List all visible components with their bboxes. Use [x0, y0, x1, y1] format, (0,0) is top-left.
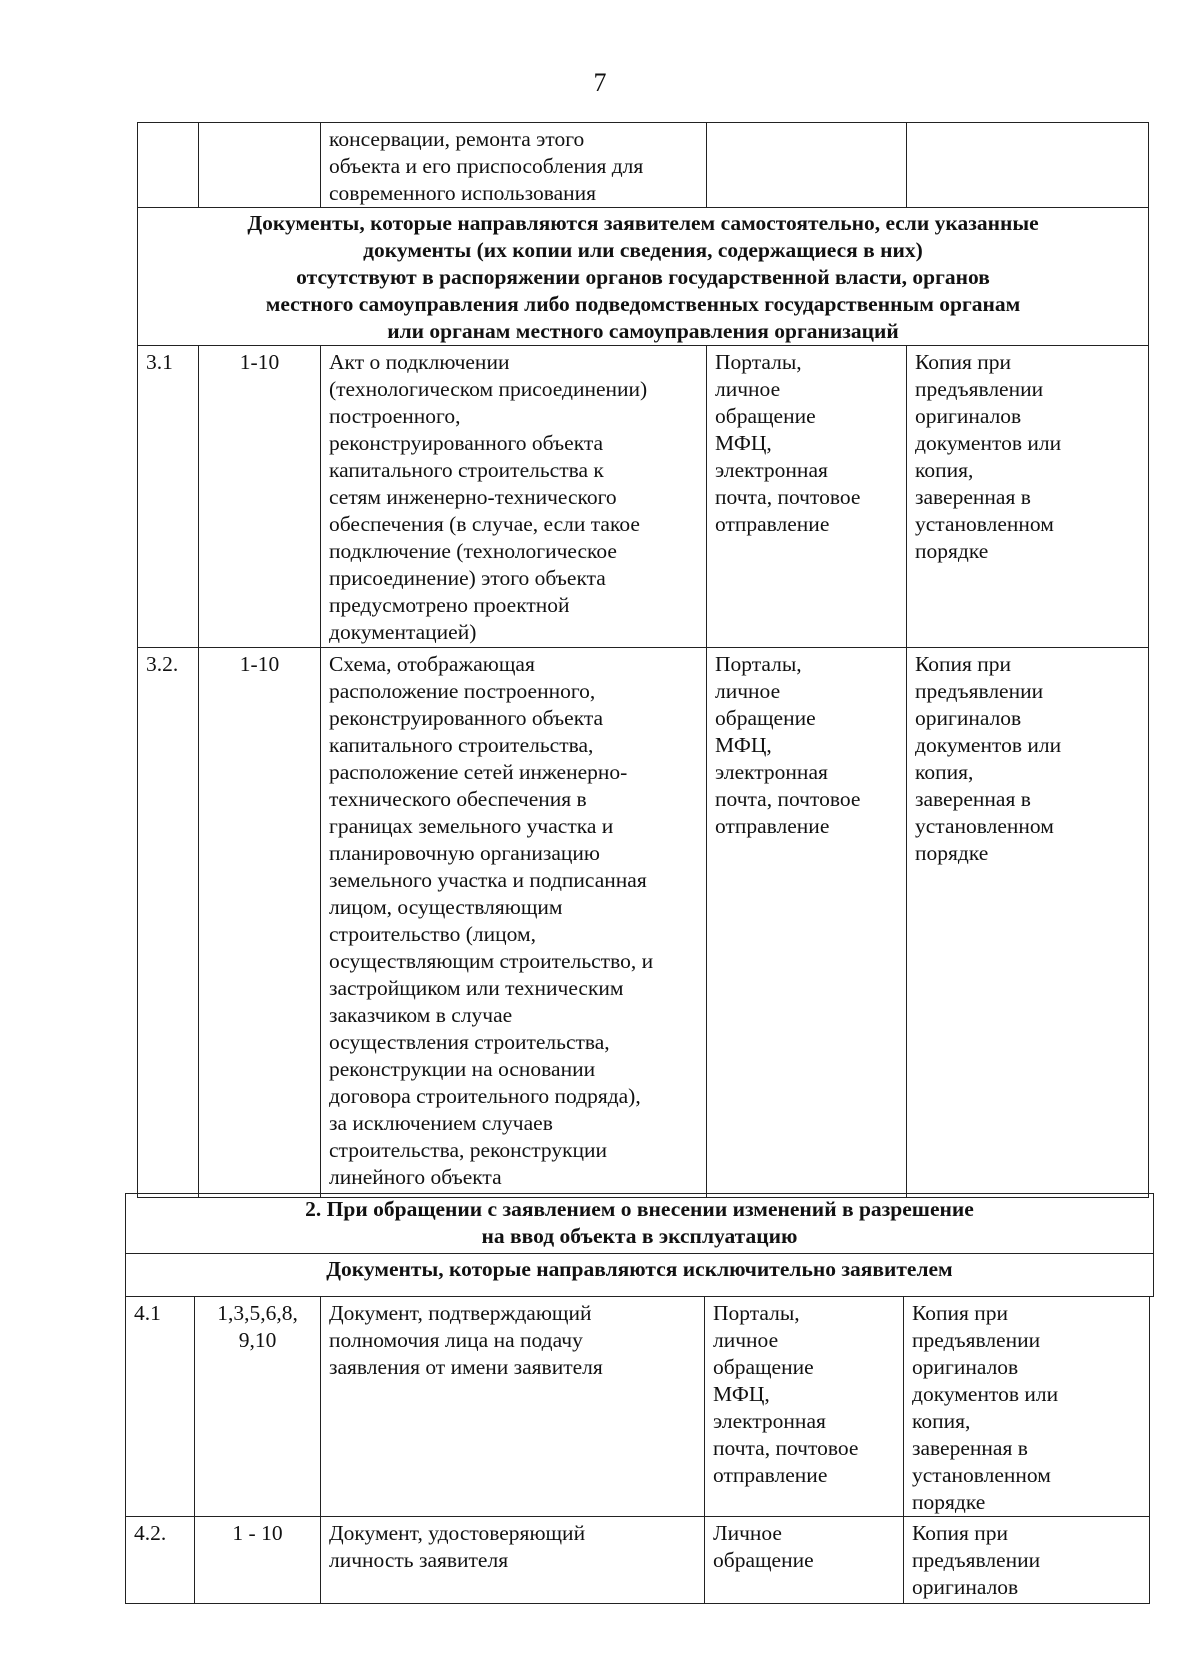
submission-method-cell: Порталы, личное обращение МФЦ, электронная почта, почтовое отправление: [705, 1297, 904, 1517]
row-number: 4.2.: [126, 1517, 195, 1604]
document-name-cell: Документ, удостоверяющий личность заявителя: [321, 1517, 705, 1604]
table-row: [138, 346, 1149, 648]
table-row: [138, 648, 1149, 1198]
document-name-cell: Акт о подключении (технологическом присоединении) построенного, реконструированного объекта капитального строительства к сетям инженерно-технического обеспечения (в случае, если такое подключение (технологическое присоединение) этого объекта предусмотрено проектной документацией): [321, 346, 707, 648]
table-row: [126, 1297, 1150, 1517]
submission-method-cell: Порталы, личное обращение МФЦ, электронная почта, почтовое отправление: [707, 346, 907, 648]
table-row: [138, 123, 1149, 208]
case-numbers: 1-10: [199, 648, 321, 1198]
method-cell: [707, 123, 907, 208]
row-number: 3.1: [138, 346, 199, 648]
document-form-cell: Копия при предъявлении оригиналов документов или копия, заверенная в установленном порядке: [907, 648, 1149, 1198]
document-form-cell: Копия при предъявлении оригиналов документов или копия, заверенная в установленном порядке: [907, 346, 1149, 648]
section-heading-independent-documents: Документы, которые направляются заявителем самостоятельно, если указанные документы (их копии или сведения, содержащиеся в них) отсутствуют в распоряжении органов государственной власти, органов местного самоуправления либо подведомственных государственным органам или органам местного самоуправления организаций: [138, 208, 1149, 346]
table-row: [126, 1517, 1150, 1604]
case-numbers: 1-10: [199, 346, 321, 648]
cases-cell: [199, 123, 321, 208]
section-heading-row: [126, 1254, 1154, 1297]
document-form-cell: Копия при предъявлении оригиналов: [904, 1517, 1150, 1604]
form-cell: [907, 123, 1149, 208]
documents-table-lower: [125, 1296, 1150, 1604]
page-number: 7: [593, 68, 607, 97]
section-heading-exclusive-documents: Документы, которые направляются исключительно заявителем: [126, 1254, 1154, 1297]
row-number: 4.1: [126, 1297, 195, 1517]
document-name-cell: Схема, отображающая расположение построенного, реконструированного объекта капитального строительства, расположение сетей инженерно- технического обеспечения в границах земельного участка и планировочную организацию земельного участка и подписанная лицом, осуществляющим строительство (лицом, осуществляющим строительство, и застройщиком или техническим заказчиком в случае осуществления строительства, реконструкции на основании договора строительного подряда), за исключением случаев строительства, реконструкции линейного объекта: [321, 648, 707, 1198]
section-heading-row: [138, 208, 1149, 346]
section-heading-row: [126, 1194, 1154, 1254]
document-form-cell: Копия при предъявлении оригиналов документов или копия, заверенная в установленном порядке: [904, 1297, 1150, 1517]
row-number: 3.2.: [138, 648, 199, 1198]
submission-method-cell: Личное обращение: [705, 1517, 904, 1604]
document-name-cell: консервации, ремонта этого объекта и его приспособления для современного использования: [321, 123, 707, 208]
num-cell: [138, 123, 199, 208]
documents-table-upper: [137, 122, 1149, 1198]
submission-method-cell: Порталы, личное обращение МФЦ, электронная почта, почтовое отправление: [707, 648, 907, 1198]
document-name-cell: Документ, подтверждающий полномочия лица на подачу заявления от имени заявителя: [321, 1297, 705, 1517]
case-numbers: 1,3,5,6,8, 9,10: [195, 1297, 321, 1517]
section-heading-table: [125, 1193, 1154, 1297]
case-numbers: 1 - 10: [195, 1517, 321, 1604]
section-heading-amendment: 2. При обращении с заявлением о внесении изменений в разрешение на ввод объекта в эксплуатацию: [126, 1194, 1154, 1254]
